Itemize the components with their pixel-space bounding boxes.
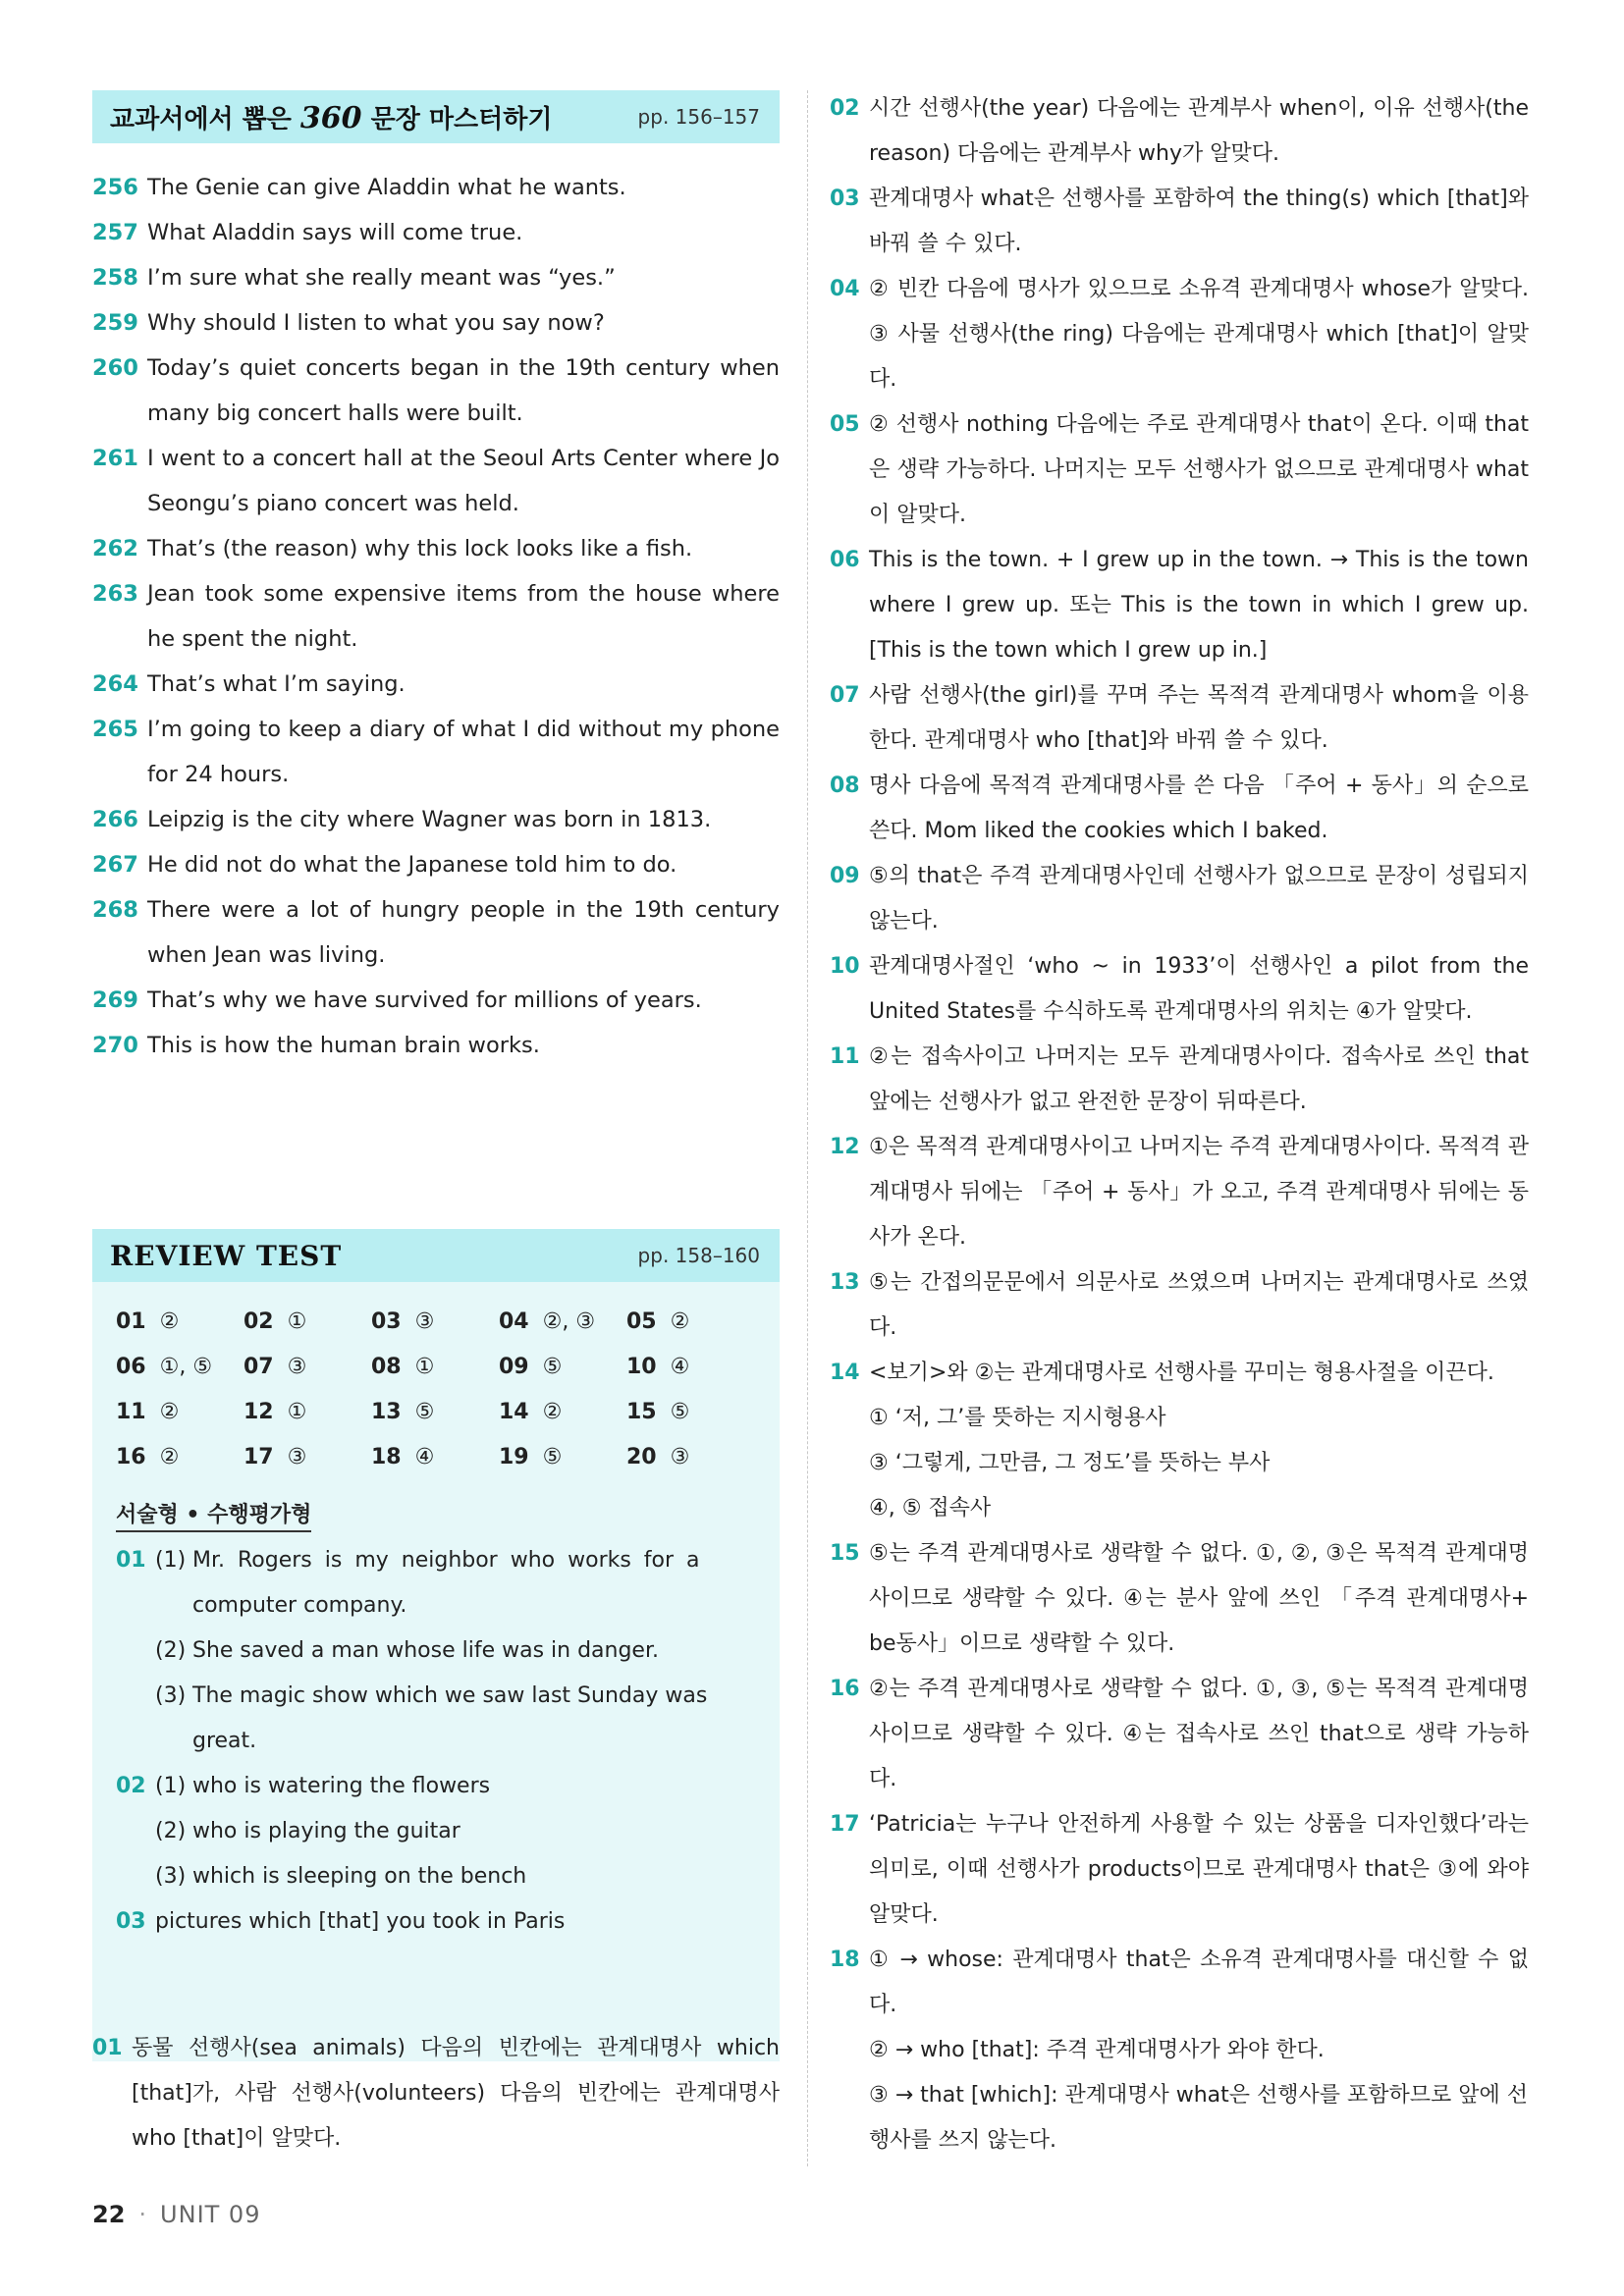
- explanation-text: 시간 선행사(the year) 다음에는 관계부사 when이, 이유 선행사(the reason) 다음에는 관계부사 why가 알맞다.: [869, 96, 1529, 166]
- descriptive-heading: 서술형 • 수행평가형: [116, 1498, 311, 1532]
- answer-item: [244, 1345, 371, 1390]
- answer-number: 09: [499, 1355, 529, 1379]
- answer-number: 11: [116, 1400, 146, 1424]
- sentence-item: [92, 346, 780, 436]
- explanation-number: 16: [830, 1677, 860, 1701]
- explanation-subitem: ② → who [that]: 주격 관계대명사가 와야 한다.: [869, 2038, 1325, 2062]
- master-title: 교과서에서 뽑은 360 문장 마스터하기: [110, 100, 553, 135]
- sentence-item: [92, 526, 780, 571]
- answer-choice: ①, ⑤: [159, 1355, 213, 1379]
- desc-item-02-3: (3) which is sleeping on the bench: [155, 1864, 527, 1889]
- answer-item: [116, 1300, 244, 1345]
- answer-item: [244, 1390, 371, 1435]
- sentence-text: I’m going to keep a diary of what I did without my phone for 24 hours.: [147, 717, 780, 787]
- explanation-subitem: ③ ‘그렇게, 그만큼, 그 정도’를 뜻하는 부사: [869, 1451, 1271, 1475]
- explanation-text: ② 빈칸 다음에 명사가 있으므로 소유격 관계대명사 whose가 알맞다. ③ 사물 선행사(the ring) 다음에는 관계대명사 which [that]이 알맞다.: [869, 277, 1529, 392]
- answer-choice: ⑤: [670, 1400, 690, 1424]
- explanation-subitem: ④, ⑤ 접속사: [869, 1496, 992, 1521]
- explanation-text: This is the town. + I grew up in the town. → This is the town where I grew up. 또는 This is the town in which I grew up. [This is the town which I grew up in.]: [869, 548, 1529, 663]
- answer-item: [371, 1300, 499, 1345]
- page-number: 22: [92, 2201, 126, 2228]
- desc-item-01-3: (3) The magic show which we saw last Sunday was: [155, 1683, 708, 1708]
- explanation-item: [830, 854, 1529, 944]
- explanation-item: [830, 944, 1529, 1035]
- answer-choice: ②: [159, 1445, 180, 1469]
- sentence-text: Jean took some expensive items from the house where he spent the night.: [147, 581, 780, 652]
- desc-item-01: 01 (1) Mr. Rogers is my neighbor who works for a: [116, 1548, 700, 1573]
- sentence-text: That’s (the reason) why this lock looks like a fish.: [147, 536, 693, 561]
- answer-number: 19: [499, 1445, 529, 1469]
- explanation-number: 12: [830, 1135, 860, 1159]
- answer-choice: ①: [414, 1355, 435, 1379]
- sentence-number: 265: [92, 717, 138, 742]
- sentence-text: The Genie can give Aladdin what he wants.: [147, 175, 626, 200]
- desc-item-02: 02 (1) who is watering the flowers: [116, 1774, 491, 1798]
- explanation-item: [830, 764, 1529, 854]
- sentence-item: [92, 436, 780, 526]
- answer-number: 18: [371, 1445, 402, 1469]
- explanation-number: 14: [830, 1361, 860, 1385]
- sentence-number: 259: [92, 310, 138, 336]
- explanation-text: ① → whose: 관계대명사 that은 소유격 관계대명사를 대신할 수 없다.: [869, 1948, 1529, 2017]
- explanation-item: [830, 267, 1529, 402]
- explanation-text: ①은 목적격 관계대명사이고 나머지는 주격 관계대명사이다. 목적격 관계대명사 뒤에는 「주어 + 동사」가 오고, 주격 관계대명사 뒤에는 동사가 온다.: [869, 1135, 1529, 1250]
- answer-number: 15: [626, 1400, 657, 1424]
- explanation-number: 09: [830, 864, 860, 888]
- answer-item: [244, 1300, 371, 1345]
- review-header: [92, 1229, 780, 1282]
- answer-item: [116, 1345, 244, 1390]
- explanation-item: 01 동물 선행사(sea animals) 다음의 빈칸에는 관계대명사 which [that]가, 사람 선행사(volunteers) 다음의 빈칸에는 관계대명사 who [that]이 알맞다.: [92, 2036, 780, 2151]
- master-header: [92, 90, 780, 143]
- sentence-item: [92, 887, 780, 978]
- answer-item: [626, 1390, 754, 1435]
- column-divider: [807, 90, 808, 2166]
- explanation-number: 15: [830, 1541, 860, 1566]
- answer-choice: ②: [542, 1400, 563, 1424]
- answer-choice: ②: [670, 1309, 690, 1334]
- answer-item: [626, 1345, 754, 1390]
- sentence-number: 262: [92, 536, 138, 561]
- review-pages: pp. 158–160: [637, 1244, 760, 1267]
- sentence-text: That’s what I’m saying.: [147, 671, 406, 697]
- sentence-number: 268: [92, 897, 138, 923]
- explanation-subitem: ① ‘저, 그’를 뜻하는 지시형용사: [869, 1406, 1166, 1430]
- descriptive-answers: [116, 1538, 756, 1945]
- explanation-item: [830, 1125, 1529, 1260]
- sentence-item: [92, 662, 780, 707]
- sentence-text: There were a lot of hungry people in the 19th century when Jean was living.: [147, 897, 780, 968]
- sentence-number: 258: [92, 265, 138, 291]
- explanation-number: 13: [830, 1270, 860, 1295]
- sentence-item: [92, 210, 780, 255]
- desc-item-02-2: (2) who is playing the guitar: [155, 1819, 460, 1843]
- explanation-item: [830, 1260, 1529, 1351]
- explanation-item: [830, 1667, 1529, 1802]
- answer-number: 17: [244, 1445, 274, 1469]
- explanation-text: ②는 접속사이고 나머지는 모두 관계대명사이다. 접속사로 쓰인 that 앞에는 선행사가 없고 완전한 문장이 뒤따른다.: [869, 1044, 1529, 1114]
- review-test-section: [92, 1229, 780, 2061]
- sentence-item: [92, 978, 780, 1023]
- sentence-number: 267: [92, 852, 138, 878]
- sentence-number: 269: [92, 988, 138, 1013]
- sentence-number: 256: [92, 175, 138, 200]
- explanation-item: [830, 1351, 1529, 1396]
- master-pages: pp. 156–157: [637, 105, 760, 129]
- sentence-text: I went to a concert hall at the Seoul Arts Center where Jo Seongu’s piano concert was held.: [147, 446, 780, 516]
- review-box: [92, 1282, 780, 2061]
- sentence-text: Why should I listen to what you say now?: [147, 310, 605, 336]
- desc-item-01-2: (2) She saved a man whose life was in danger.: [155, 1638, 659, 1663]
- sentence-text: That’s why we have survived for millions of years.: [147, 988, 702, 1013]
- sentence-list: [92, 165, 780, 1068]
- sentence-text: He did not do what the Japanese told him to do.: [147, 852, 677, 878]
- answer-item: [116, 1435, 244, 1480]
- answer-choice: ⑤: [414, 1400, 435, 1424]
- sentence-text: Today’s quiet concerts began in the 19th century when many big concert halls were built.: [147, 355, 780, 426]
- sentence-item: [92, 165, 780, 210]
- explanation-number: 07: [830, 683, 860, 708]
- explanation-01: [92, 2026, 780, 2162]
- explanation-number: 11: [830, 1044, 860, 1069]
- sentence-item: [92, 255, 780, 300]
- desc-cont: computer company.: [192, 1593, 407, 1618]
- answer-item: [371, 1435, 499, 1480]
- explanation-number: 04: [830, 277, 860, 301]
- answer-choice: ①: [287, 1309, 307, 1334]
- answer-choice: ②, ③: [542, 1309, 596, 1334]
- explanation-number: 03: [830, 187, 860, 211]
- explanation-item: [830, 1938, 1529, 2028]
- answer-item: [626, 1300, 754, 1345]
- sentence-item: [92, 300, 780, 346]
- explanation-number: 18: [830, 1948, 860, 1972]
- sentence-number: 266: [92, 807, 138, 832]
- explanation-text: 관계대명사 what은 선행사를 포함하여 the thing(s) which [that]와 바꿔 쓸 수 있다.: [869, 187, 1529, 256]
- answer-item: [499, 1300, 626, 1345]
- explanation-number: 17: [830, 1812, 860, 1837]
- explanation-text: ⑤의 that은 주격 관계대명사인데 선행사가 없으므로 문장이 성립되지 않는다.: [869, 864, 1529, 934]
- explanation-number: 06: [830, 548, 860, 572]
- answer-choice: ②: [159, 1400, 180, 1424]
- sentence-item: [92, 1023, 780, 1068]
- answer-item: [499, 1345, 626, 1390]
- answer-number: 14: [499, 1400, 529, 1424]
- answer-number: 04: [499, 1309, 529, 1334]
- sentence-number: 260: [92, 355, 138, 381]
- explanation-text: 관계대명사절인 ‘who ~ in 1933’이 선행사인 a pilot from the United States를 수식하도록 관계대명사의 위치는 ④가 알맞다.: [869, 954, 1529, 1024]
- explanation-text: ②는 주격 관계대명사로 생략할 수 없다. ①, ③, ⑤는 목적격 관계대명사이므로 생략할 수 있다. ④는 접속사로 쓰인 that으로 생략 가능하다.: [869, 1677, 1529, 1791]
- explanation-item: [830, 177, 1529, 267]
- sentence-text: What Aladdin says will come true.: [147, 220, 523, 245]
- answer-number: 12: [244, 1400, 274, 1424]
- answer-choice: ①: [287, 1400, 307, 1424]
- sentence-number: 257: [92, 220, 138, 245]
- explanation-text: ⑤는 간접의문문에서 의문사로 쓰였으며 나머지는 관계대명사로 쓰였다.: [869, 1270, 1529, 1340]
- answer-item: [499, 1390, 626, 1435]
- sentence-text: I’m sure what she really meant was “yes.”: [147, 265, 616, 291]
- sentence-item: [92, 797, 780, 842]
- explanation-item: [830, 538, 1529, 673]
- answer-choice: ③: [287, 1445, 307, 1469]
- explanation-number: 05: [830, 412, 860, 437]
- explanation-number: 08: [830, 774, 860, 798]
- answer-number: 20: [626, 1445, 657, 1469]
- sentence-text: This is how the human brain works.: [147, 1033, 540, 1058]
- explanation-item: [830, 1802, 1529, 1938]
- explanation-text: ⑤는 주격 관계대명사로 생략할 수 없다. ①, ②, ③은 목적격 관계대명사이므로 생략할 수 있다. ④는 분사 앞에 쓰인 「주격 관계대명사+ be동사」이므로 생략할 수 있다.: [869, 1541, 1529, 1656]
- footer-separator: ·: [138, 2201, 147, 2228]
- desc-cont: great.: [192, 1729, 257, 1753]
- answer-grid: [116, 1300, 756, 1480]
- explanation-list: [830, 86, 1529, 2163]
- answer-choice: ③: [287, 1355, 307, 1379]
- answer-choice: ③: [670, 1445, 690, 1469]
- answer-number: 01: [116, 1309, 146, 1334]
- explanation-text: 명사 다음에 목적격 관계대명사를 쓴 다음 「주어 + 동사」의 순으로 쓴다. Mom liked the cookies which I baked.: [869, 774, 1529, 843]
- explanation-text: ‘Patricia는 누구나 안전하게 사용할 수 있는 상품을 디자인했다’라는 의미로, 이때 선행사가 products이므로 관계대명사 that은 ③에 와야 알맞다.: [869, 1812, 1529, 1927]
- sentence-number: 270: [92, 1033, 138, 1058]
- answer-number: 08: [371, 1355, 402, 1379]
- answer-item: [244, 1435, 371, 1480]
- explanation-number: 02: [830, 96, 860, 121]
- answer-number: 05: [626, 1309, 657, 1334]
- sentence-text: Leipzig is the city where Wagner was born in 1813.: [147, 807, 712, 832]
- answer-choice: ④: [414, 1445, 435, 1469]
- sentence-number: 263: [92, 581, 138, 607]
- review-title: REVIEW TEST: [110, 1239, 343, 1272]
- answer-choice: ④: [670, 1355, 690, 1379]
- answer-choice: ⑤: [542, 1445, 563, 1469]
- sentence-number: 264: [92, 671, 138, 697]
- explanation-item: [830, 1531, 1529, 1667]
- sentence-item: [92, 842, 780, 887]
- desc-item-03: 03 pictures which [that] you took in Paris: [116, 1909, 566, 1934]
- unit-label: UNIT 09: [160, 2201, 261, 2228]
- answer-item: [371, 1390, 499, 1435]
- answer-number: 03: [371, 1309, 402, 1334]
- answer-number: 10: [626, 1355, 657, 1379]
- page-footer: [92, 2201, 260, 2228]
- answer-item: [116, 1390, 244, 1435]
- answer-choice: ②: [159, 1309, 180, 1334]
- answer-number: 02: [244, 1309, 274, 1334]
- answer-number: 06: [116, 1355, 146, 1379]
- explanation-text: 사람 선행사(the girl)를 꾸며 주는 목적격 관계대명사 whom을 이용한다. 관계대명사 who [that]와 바꿔 쓸 수 있다.: [869, 683, 1529, 753]
- explanation-item: [830, 86, 1529, 177]
- explanation-item: [830, 673, 1529, 764]
- answer-choice: ⑤: [542, 1355, 563, 1379]
- explanation-item: [830, 402, 1529, 538]
- answer-item: [371, 1345, 499, 1390]
- sentence-item: [92, 571, 780, 662]
- explanation-subitem: ③ → that [which]: 관계대명사 what은 선행사를 포함하므로 앞에 선행사를 쓰지 않는다.: [869, 2083, 1529, 2153]
- answer-number: 16: [116, 1445, 146, 1469]
- master-section: [92, 90, 780, 1068]
- explanation-number: 10: [830, 954, 860, 979]
- answer-choice: ③: [414, 1309, 435, 1334]
- answer-item: [626, 1435, 754, 1480]
- explanation-item: [830, 1035, 1529, 1125]
- answer-number: 13: [371, 1400, 402, 1424]
- sentence-item: [92, 707, 780, 797]
- answer-number: 07: [244, 1355, 274, 1379]
- explanation-text: ② 선행사 nothing 다음에는 주로 관계대명사 that이 온다. 이때 that은 생략 가능하다. 나머지는 모두 선행사가 없으므로 관계대명사 what이 알맞다.: [869, 412, 1529, 527]
- answer-item: [499, 1435, 626, 1480]
- sentence-number: 261: [92, 446, 138, 471]
- explanation-text: <보기>와 ②는 관계대명사로 선행사를 꾸미는 형용사절을 이끈다.: [869, 1361, 1494, 1385]
